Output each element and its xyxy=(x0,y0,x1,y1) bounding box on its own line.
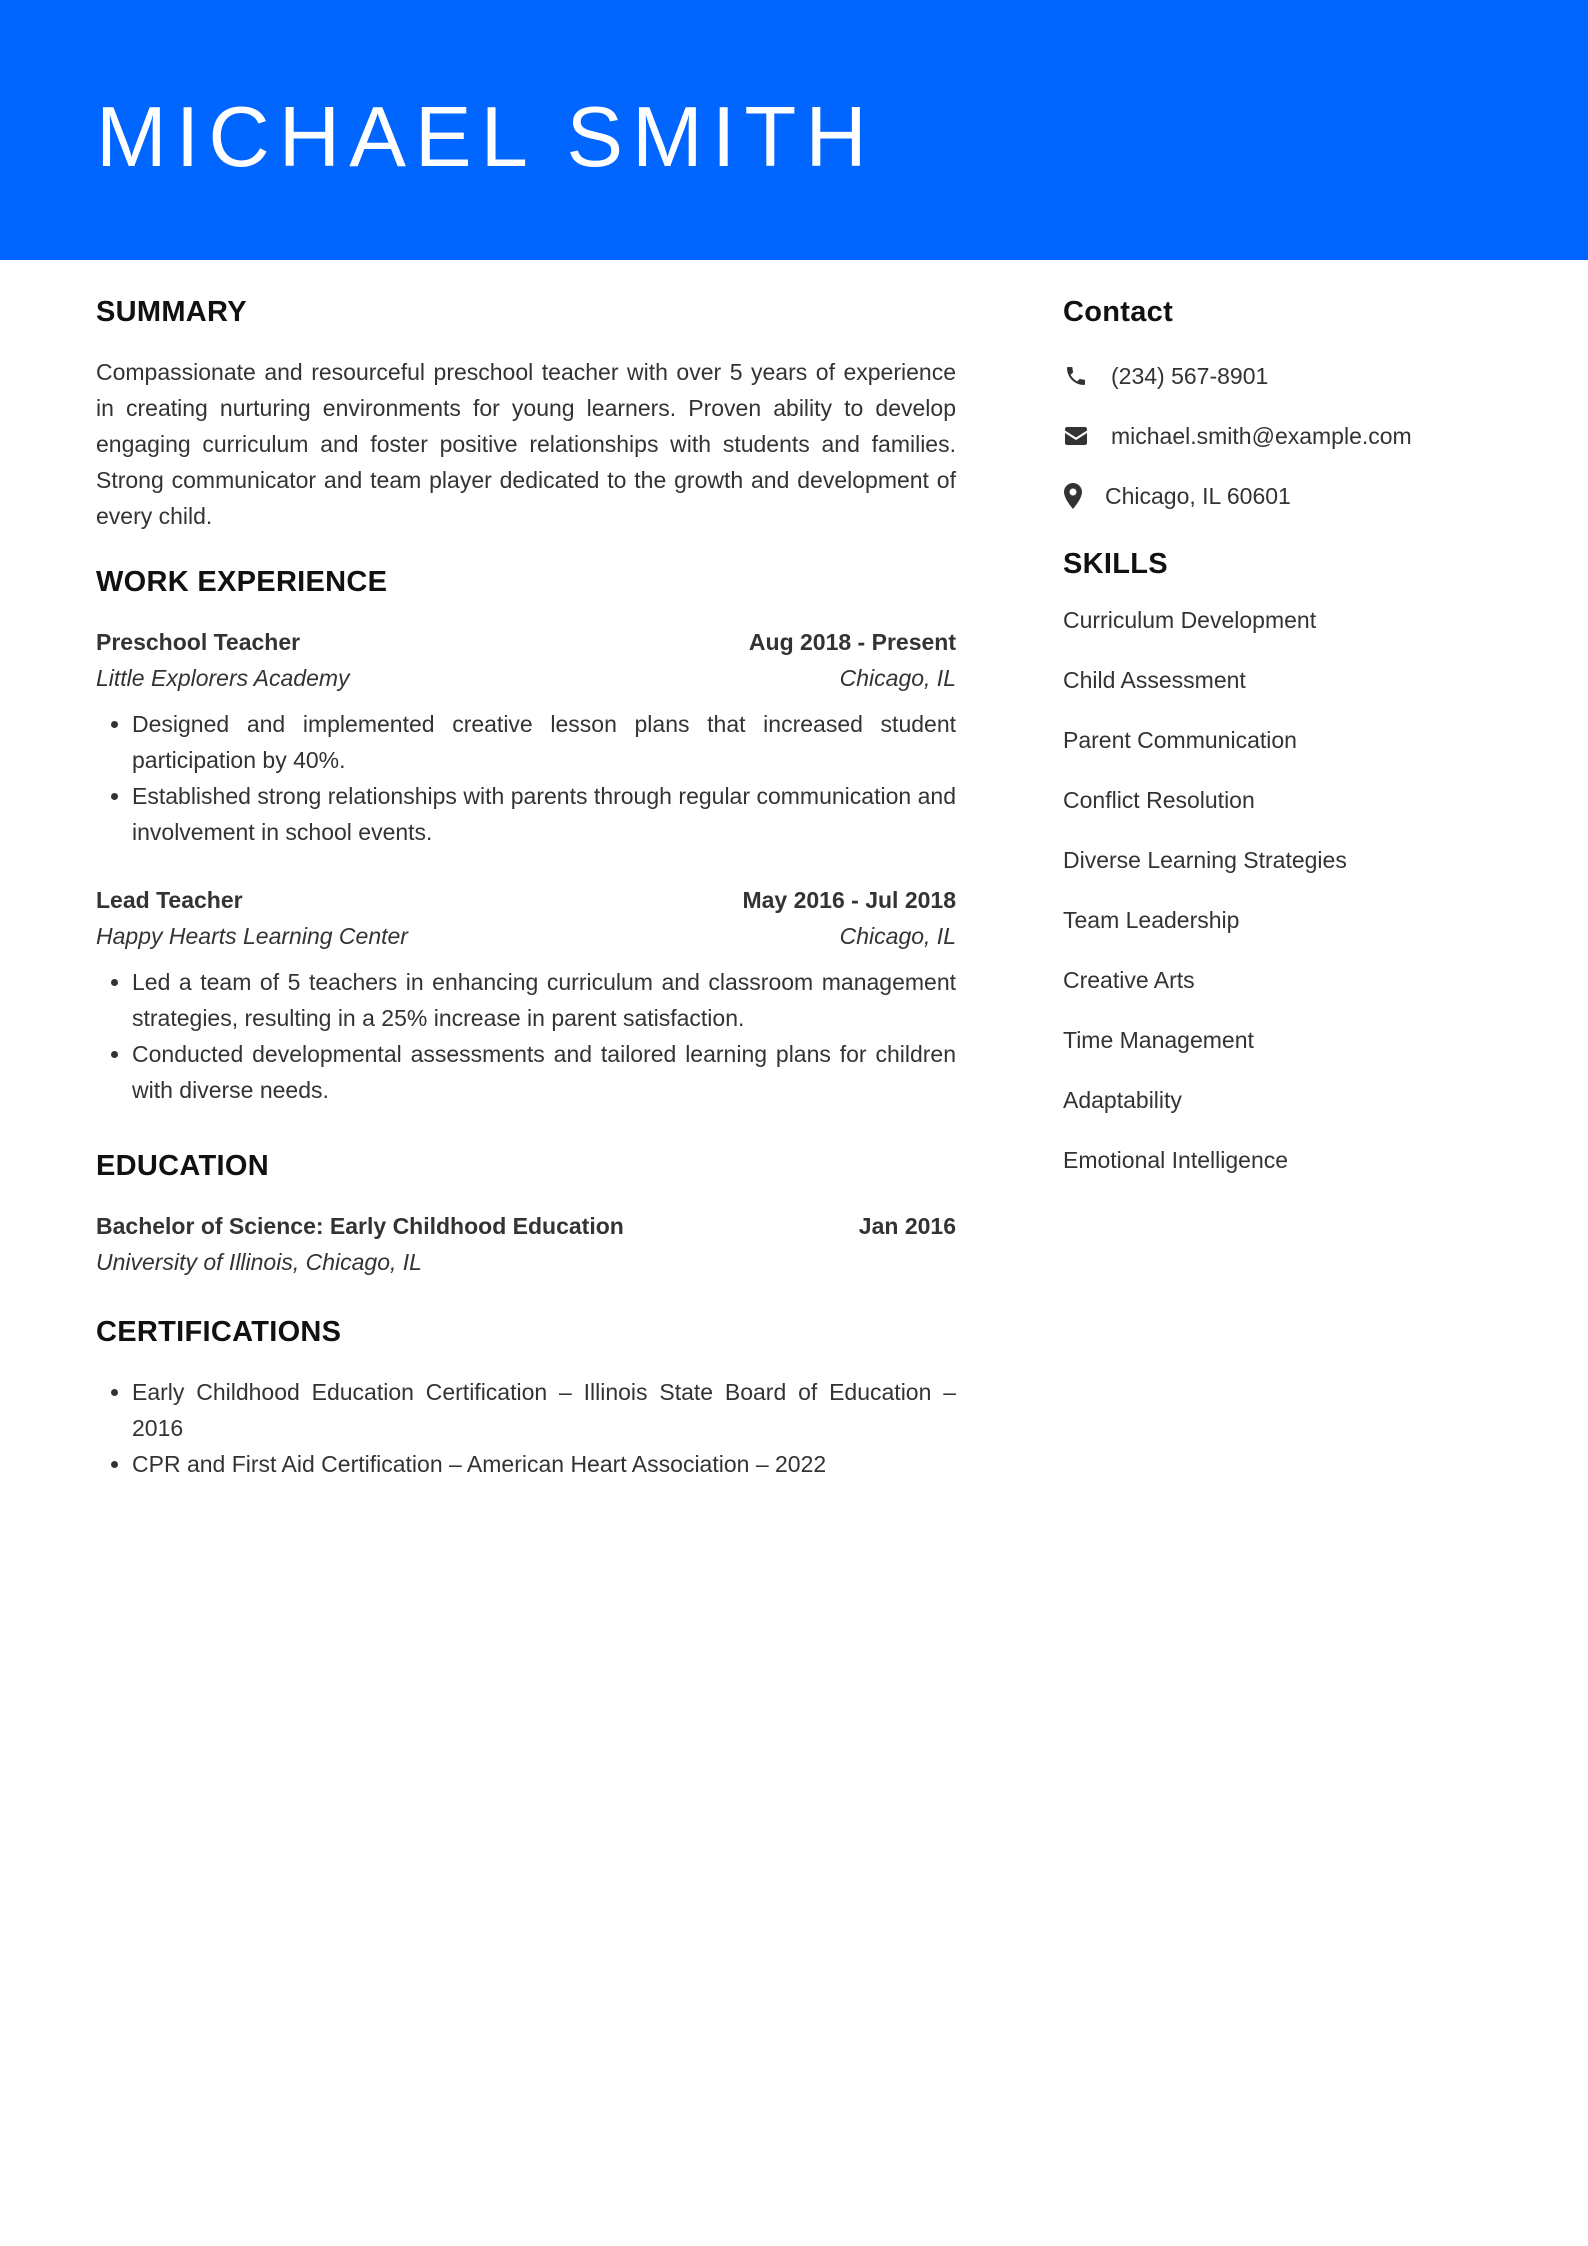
job-role: Lead Teacher xyxy=(96,887,243,913)
certifications-list xyxy=(96,1374,956,1482)
skill-item: Parent Communication xyxy=(1063,727,1297,753)
skill-item: Conflict Resolution xyxy=(1063,787,1255,813)
contact-section xyxy=(1063,292,1493,514)
contact-location xyxy=(1063,478,1493,514)
location-text: Chicago, IL 60601 xyxy=(1105,483,1291,509)
job-dates: Aug 2018 - Present xyxy=(748,629,956,655)
job-location: Chicago, IL xyxy=(839,923,956,949)
job-bullets xyxy=(96,964,956,1108)
main-column xyxy=(96,292,956,1482)
job-entry xyxy=(96,624,956,850)
job-bullet: • Designed and implemented creative lesson plans that increased student participation by 40%. xyxy=(132,706,956,778)
email-address[interactable]: michael.smith@example.com xyxy=(1111,423,1412,449)
skills-section xyxy=(1063,544,1493,1178)
skill-item: Emotional Intelligence xyxy=(1063,1147,1289,1173)
job-bullet: • Led a team of 5 teachers in enhancing curriculum and classroom management strategies, resulting in a 25% increase in parent satisfaction. xyxy=(132,964,956,1036)
certification-item: • CPR and First Aid Certification – American Heart Association – 2022 xyxy=(132,1446,956,1482)
envelope-icon xyxy=(1063,423,1089,449)
certifications-title: CERTIFICATIONS xyxy=(96,1316,342,1348)
candidate-name: MICHAEL SMITH xyxy=(96,90,876,185)
contact-phone xyxy=(1063,358,1493,394)
job-bullets xyxy=(96,706,956,850)
skills-list xyxy=(1063,602,1493,1178)
job-entry xyxy=(96,882,956,1108)
summary-title: SUMMARY xyxy=(96,296,247,328)
degree: Bachelor of Science: Early Childhood Education xyxy=(96,1213,624,1239)
skill-item: Child Assessment xyxy=(1063,667,1246,693)
job-role: Preschool Teacher xyxy=(96,629,301,655)
certification-item: • Early Childhood Education Certification – Illinois State Board of Education – 2016 xyxy=(132,1374,956,1446)
skill-item: Adaptability xyxy=(1063,1087,1182,1113)
phone-number: (234) 567-8901 xyxy=(1111,363,1269,389)
education-section xyxy=(96,1146,956,1280)
contact-title: Contact xyxy=(1063,296,1174,328)
certifications-section xyxy=(96,1312,956,1482)
job-company: Happy Hearts Learning Center xyxy=(96,923,408,949)
education-title: EDUCATION xyxy=(96,1150,269,1182)
sidebar-column xyxy=(1063,292,1493,1202)
work-experience-section xyxy=(96,562,956,1108)
skill-item: Curriculum Development xyxy=(1063,607,1317,633)
job-bullet: • Established strong relationships with parents through regular communication and involvement in school events. xyxy=(132,778,956,850)
skills-title: SKILLS xyxy=(1063,548,1168,580)
map-pin-icon xyxy=(1063,483,1083,509)
job-bullet: • Conducted developmental assessments and tailored learning plans for children with diverse needs. xyxy=(132,1036,956,1108)
job-company: Little Explorers Academy xyxy=(96,665,350,691)
work-experience-title: WORK EXPERIENCE xyxy=(96,566,388,598)
job-location: Chicago, IL xyxy=(839,665,956,691)
contact-email xyxy=(1063,418,1493,454)
education-date: Jan 2016 xyxy=(858,1213,956,1239)
skill-item: Time Management xyxy=(1063,1027,1254,1053)
skill-item: Creative Arts xyxy=(1063,967,1195,993)
skill-item: Diverse Learning Strategies xyxy=(1063,847,1347,873)
job-dates: May 2016 - Jul 2018 xyxy=(742,887,956,913)
header-banner xyxy=(0,0,1588,260)
phone-icon xyxy=(1063,363,1089,389)
school: University of Illinois, Chicago, IL xyxy=(96,1249,422,1275)
summary-section xyxy=(96,292,956,534)
summary-text: Compassionate and resourceful preschool teacher with over 5 years of experience in creating nurturing environments for young learners. Proven ability to develop engaging curriculum and foster positive relationships with students and families. Strong communicator and team player dedicated to the growth and development of every child. xyxy=(96,359,956,529)
skill-item: Team Leadership xyxy=(1063,907,1240,933)
